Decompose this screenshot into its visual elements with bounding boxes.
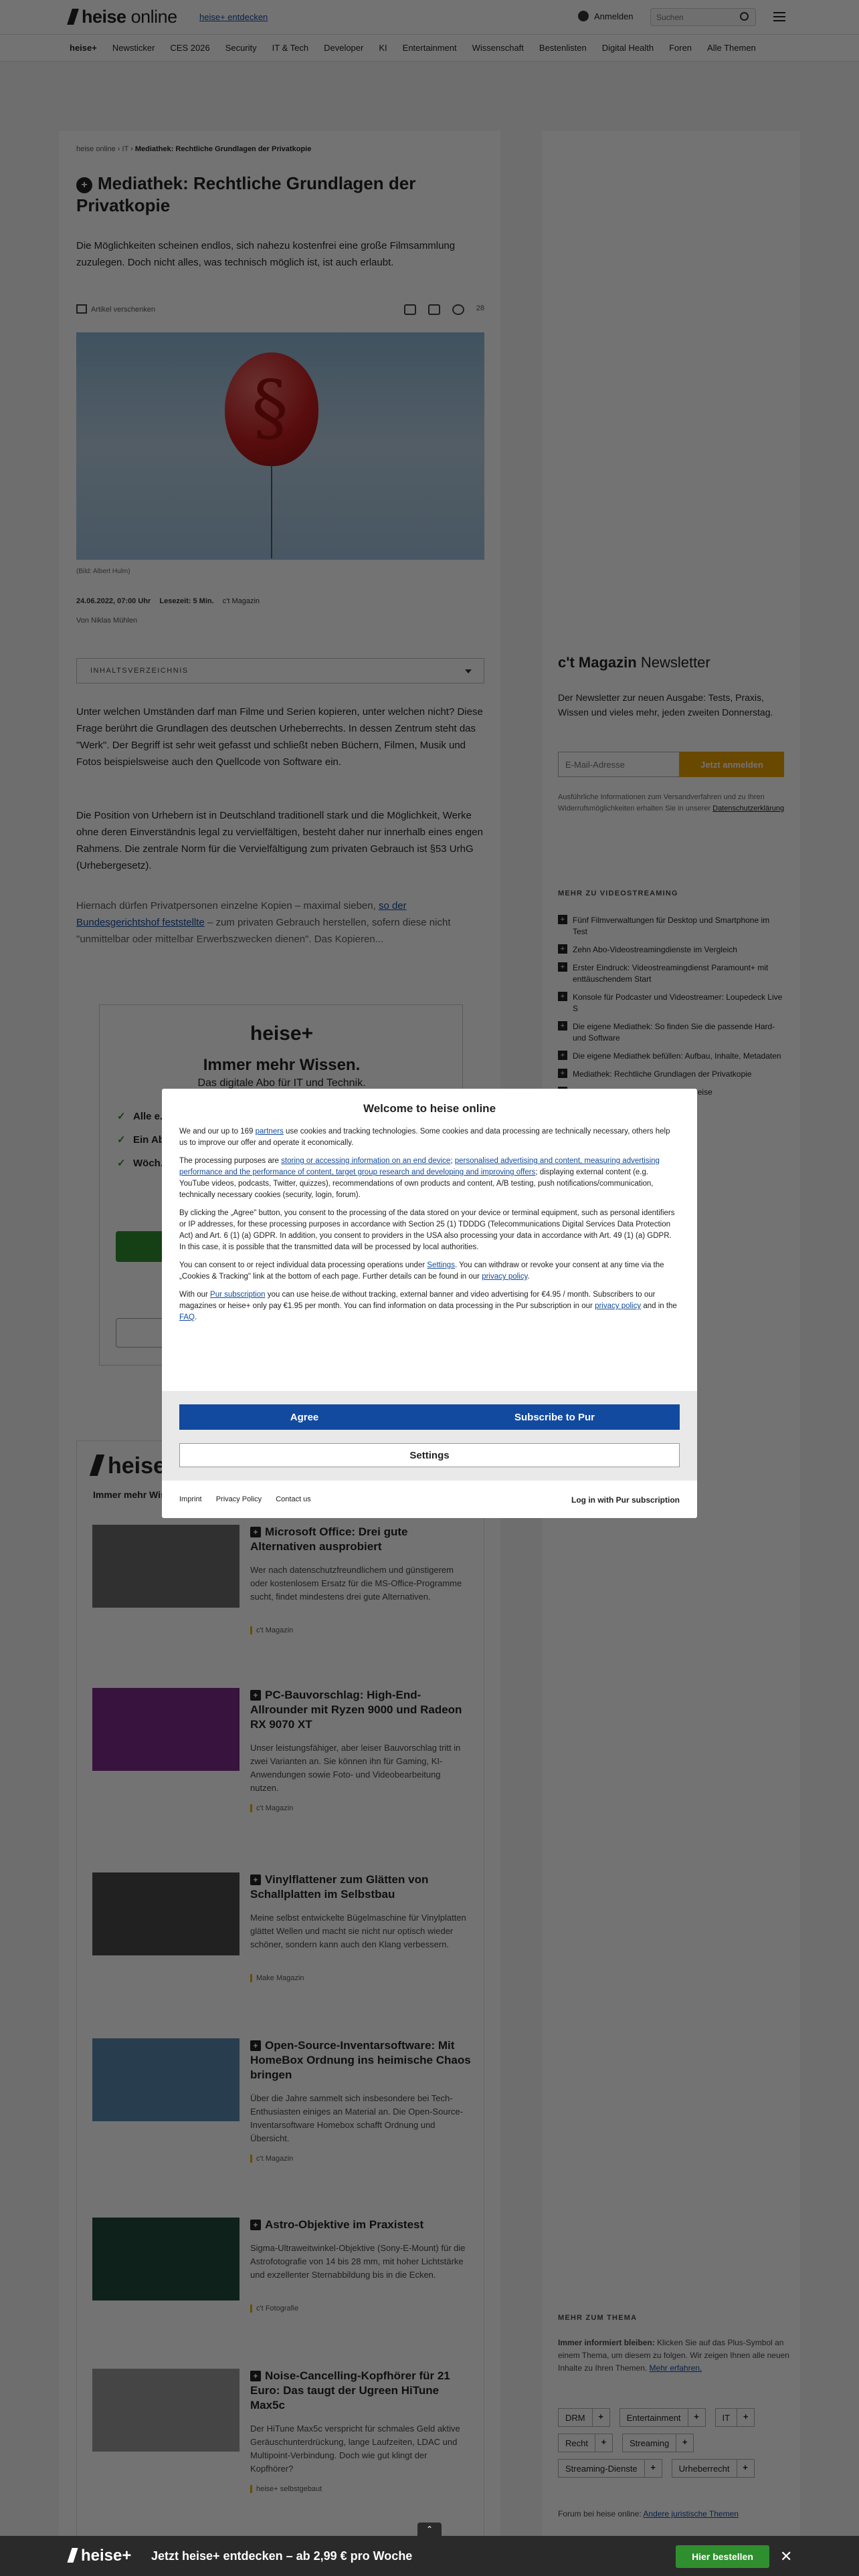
purpose-link[interactable]: storing or accessing information on an end device xyxy=(281,1157,451,1165)
consent-text xyxy=(179,1126,680,1330)
privacy-policy-link[interactable]: privacy policy xyxy=(482,1273,528,1281)
close-icon[interactable]: ✕ xyxy=(780,2548,793,2565)
cookie-consent-dialog xyxy=(162,1089,697,1518)
order-button[interactable]: Hier bestellen xyxy=(676,2545,769,2568)
pur-login-link[interactable]: Log in with Pur subscription xyxy=(571,1495,680,1505)
faq-link[interactable]: FAQ xyxy=(179,1313,195,1321)
partners-link[interactable]: partners xyxy=(255,1128,284,1136)
heise-logo-icon xyxy=(67,2548,78,2563)
sticky-bar-text: Jetzt heise+ entdecken – ab 2,99 € pro Woche xyxy=(151,2549,413,2563)
heise-plus-sticky-bar xyxy=(0,2536,859,2576)
heise-plus-logo: heise+ xyxy=(70,2547,131,2565)
chevron-up-icon[interactable]: ⌃ xyxy=(417,2523,442,2536)
consent-paragraph: You can consent to or reject individual data processing operations under Settings. You can withdraw or revoke your consent at any time via the „Cookies & Tracking" link at the bottom of each page. Further details can be found in our privacy policy. xyxy=(179,1261,664,1281)
privacy-policy-link[interactable]: privacy policy xyxy=(595,1302,642,1310)
pur-subscription-link[interactable]: Pur subscription xyxy=(210,1291,266,1299)
contact-link[interactable]: Contact us xyxy=(276,1495,311,1503)
consent-paragraph: We and our up to 169 partners use cookies and tracking technologies. Some cookies and data processing are technically necessary, others help us to improve our offer and operate it economically. xyxy=(179,1128,670,1147)
privacy-policy-link[interactable]: Privacy Policy xyxy=(215,1495,262,1503)
agree-button[interactable]: Agree xyxy=(179,1404,430,1430)
imprint-link[interactable]: Imprint xyxy=(179,1495,202,1503)
subscribe-pur-button[interactable]: Subscribe to Pur xyxy=(430,1404,680,1430)
consent-paragraph: By clicking the „Agree" button, you consent to the processing of the data stored on your device or terminal equipment, such as personal identifiers or IP addresses, for these processing purposes in accordance with Section 25 (1) TDDDG (Telecommunications Digital Services Data Protection Act) and Art. 6 (1) (a) GDPR. In addition, you consent to providers in the USA also processing your data in accordance with Art. 49 (1) (a) GDPR. In this case, it is possible that the transmitted data will be processed by local authorities. xyxy=(179,1209,675,1251)
consent-paragraph: The processing purposes are storing or accessing information on an end device; personalised advertising and content, measuring advertising performance and the performance of content, target group research and developing and improving offers; displaying external content (e.g. YouTube videos, podcasts, Twitter, quizzes), recommendations of own products and content, A/B testing, push notifications/communication, technically necessary cookies (security, login, forum). xyxy=(179,1157,660,1199)
settings-link[interactable]: Settings xyxy=(427,1261,455,1269)
consent-paragraph: With our Pur subscription you can use heise.de without tracking, external banner and video advertising for €4.95 / month. Subscribers to our magazines or heise+ only pay €1.95 per month. You can find information on data processing in the Pur subscription in our privacy policy and in the FAQ. xyxy=(179,1291,677,1321)
settings-button[interactable]: Settings xyxy=(179,1443,680,1467)
consent-title: Welcome to heise online xyxy=(363,1102,496,1115)
purpose-link[interactable]: personalised advertising and content, measuring advertising performance and the performance of content, target group research and developing and improving offers xyxy=(179,1157,660,1176)
consent-footer xyxy=(179,1495,680,1503)
consent-buttons xyxy=(162,1391,697,1481)
